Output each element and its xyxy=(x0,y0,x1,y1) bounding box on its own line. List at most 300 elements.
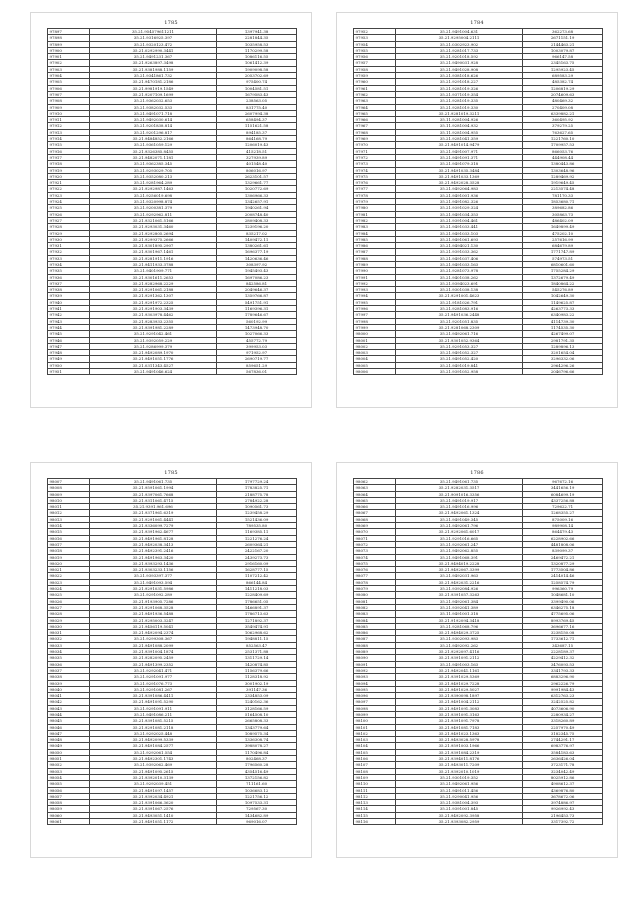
row-id: 98018 xyxy=(48,548,90,554)
value-cell: 1206819.29 xyxy=(523,85,603,91)
row-id: 98063 xyxy=(354,485,396,491)
value-cell: 1783825.71 xyxy=(217,485,297,491)
row-id: 97935 xyxy=(48,268,90,274)
coordinate-cell: 35.21.9292061.247 xyxy=(395,541,522,547)
row-id: 97942 xyxy=(48,312,90,318)
row-id: 97919 xyxy=(48,167,90,173)
value-cell: 4267499.07 xyxy=(523,331,603,337)
value-cell: 3318260.89 xyxy=(523,718,603,724)
value-cell: 1170299.58 xyxy=(217,47,297,53)
value-cell: 1336308.74 xyxy=(217,737,297,743)
row-id: 97931 xyxy=(48,243,90,249)
value-cell: 1311729.14 xyxy=(217,655,297,661)
coordinate-cell: 35.21.9302093.983 xyxy=(395,636,522,642)
coordinate-cell: 35.21.9291081.267 xyxy=(89,686,216,692)
value-cell: 1679583.43 xyxy=(217,91,297,97)
row-id: 97902 xyxy=(48,60,90,66)
coordinate-cell: 35.21.9397061.7668 xyxy=(89,491,216,497)
row-id: 98105 xyxy=(354,749,396,755)
value-cell: 2981791.35 xyxy=(523,337,603,343)
row-id: 97897 xyxy=(48,29,90,35)
row-id: 98025 xyxy=(48,592,90,598)
value-cell: 1020772.69 xyxy=(217,186,297,192)
row-id: 97984 xyxy=(354,230,396,236)
coordinate-cell: 35.21.9393293.1436 xyxy=(89,560,216,566)
row-id: 98074 xyxy=(354,554,396,560)
coordinate-cell: 35.21.9291081.2118 xyxy=(89,724,216,730)
row-id: 97986 xyxy=(354,243,396,249)
coordinate-cell: 35.21.9491081.7183 xyxy=(395,724,522,730)
value-cell: 789535.80 xyxy=(217,523,297,529)
coordinate-cell: 35.21.9200381.379 xyxy=(89,205,216,211)
value-cell: 1342657.91 xyxy=(217,199,297,205)
row-id: 97905 xyxy=(48,79,90,85)
coordinate-cell: 35.21.9193905.7286 xyxy=(89,598,216,604)
row-id: 97947 xyxy=(48,343,90,349)
coordinate-cell: 35.21.9491061.735 xyxy=(395,479,522,485)
coordinate-cell: 35.21.9492061.956 xyxy=(395,781,522,787)
value-cell: 1733612.71 xyxy=(523,636,603,642)
coordinate-cell: 35.21.9492028.3528 xyxy=(395,180,522,186)
coordinate-cell: 35.21.9491052.420 xyxy=(395,356,522,362)
value-cell: 1329661.77 xyxy=(217,180,297,186)
coordinate-cell: 35.21.9492092.262 xyxy=(395,642,522,648)
row-id: 97964 xyxy=(354,104,396,110)
value-cell: 866053.76 xyxy=(523,148,603,154)
row-id: 97927 xyxy=(48,217,90,223)
row-id: 98062 xyxy=(354,479,396,485)
row-id: 98108 xyxy=(354,768,396,774)
value-cell: 1128318.92 xyxy=(217,674,297,680)
value-cell: 763627.65 xyxy=(523,129,603,135)
row-id: 98089 xyxy=(354,649,396,655)
value-cell: 401548.40 xyxy=(217,161,297,167)
value-cell: 3584183.63 xyxy=(523,749,603,755)
coordinate-cell: 35.21.9381018.626 xyxy=(395,73,522,79)
coordinate-cell: 35.21.9456119.5041 xyxy=(89,623,216,629)
value-cell: 6228902.66 xyxy=(523,535,603,541)
value-cell: 1239196.20 xyxy=(217,224,297,230)
coordinate-cell: 35.21.9281019.3211 xyxy=(395,110,522,116)
page-number: 1784 xyxy=(470,20,484,26)
coordinate-cell: 35.21.9320123.472 xyxy=(89,41,216,47)
coordinate-cell: 35.21.9394011.8176 xyxy=(395,756,522,762)
value-cell: 2334853.09 xyxy=(217,693,297,699)
coordinate-cell: 35.21.9491036.2448 xyxy=(395,312,522,318)
row-id: 98008 xyxy=(48,485,90,491)
value-cell: 1473948.70 xyxy=(217,324,297,330)
row-id: 97975 xyxy=(354,173,396,179)
coordinate-cell: 35.21.9492038.3413 xyxy=(89,541,216,547)
coordinate-cell: 35.21.9491963.3420 xyxy=(89,554,216,560)
value-cell: 1796560.28 xyxy=(217,762,297,768)
row-id: 98050 xyxy=(48,749,90,755)
row-id: 98104 xyxy=(354,743,396,749)
coordinate-cell: 35.21.9491037.406 xyxy=(395,255,522,261)
document-page xyxy=(336,12,618,408)
value-cell: 1268355.27 xyxy=(523,510,603,516)
row-id: 98031 xyxy=(48,630,90,636)
coordinate-cell: 35.21.9491052.327 xyxy=(395,350,522,356)
value-cell: 238563.05 xyxy=(217,98,297,104)
coordinate-cell: 35.21.9291031.5986 xyxy=(89,586,216,592)
value-cell: 2228189.37 xyxy=(523,649,603,655)
row-id: 97965 xyxy=(354,110,396,116)
row-id: 98014 xyxy=(48,523,90,529)
coordinate-cell: 35.21.9371961.6319 xyxy=(89,510,216,516)
coordinate-cell: 35.21.9492391.2416 xyxy=(89,548,216,554)
value-cell: 1840864.22 xyxy=(523,280,603,286)
row-id: 98024 xyxy=(48,586,90,592)
value-cell: 971952.97 xyxy=(217,350,297,356)
value-cell: 486402.09 xyxy=(523,217,603,223)
value-cell: 806016.97 xyxy=(217,167,297,173)
value-cell: 391147.36 xyxy=(217,686,297,692)
row-id: 98035 xyxy=(48,655,90,661)
row-id: 98097 xyxy=(354,699,396,705)
value-cell: 711161.60 xyxy=(217,781,297,787)
coordinate-cell: 35.21.9299375.2666 xyxy=(89,236,216,242)
row-id: 98061 xyxy=(48,819,90,825)
row-id: 98022 xyxy=(48,573,90,579)
value-cell: 729622.71 xyxy=(523,504,603,510)
row-id: 97955 xyxy=(354,47,396,53)
coordinate-cell: 35.21.9291016.665 xyxy=(395,535,522,541)
value-cell: 1521436.09 xyxy=(217,516,297,522)
row-id: 97992 xyxy=(354,280,396,286)
coordinate-cell: 35.21.9401909.771 xyxy=(89,268,216,274)
value-cell: 1048681.10 xyxy=(523,592,603,598)
value-cell: 996360.79 xyxy=(523,586,603,592)
value-cell: 270409.08 xyxy=(523,104,603,110)
value-cell: 2439273.73 xyxy=(217,554,297,560)
row-id: 97962 xyxy=(354,91,396,97)
coordinate-cell: 35.21.9591061.1994 xyxy=(89,485,216,491)
row-id: 98030 xyxy=(48,623,90,629)
coordinate-cell: 35.21.9361059.129 xyxy=(89,142,216,148)
coordinate-cell: 35.21.9292097.4116 xyxy=(395,649,522,655)
row-id: 97997 xyxy=(354,312,396,318)
row-id: 98003 xyxy=(354,350,396,356)
value-cell: 1295923.45 xyxy=(523,66,603,72)
row-id: 97982 xyxy=(354,217,396,223)
value-cell: 3476093.53 xyxy=(523,661,603,667)
row-id: 97943 xyxy=(48,318,90,324)
coordinate-cell: 35.21.9391001.845 xyxy=(395,806,522,812)
coordinate-cell: 35.21.9492031.2216 xyxy=(395,579,522,585)
coordinate-cell: 35.21.9491049.345 xyxy=(395,516,522,522)
row-id: 97951 xyxy=(48,369,90,375)
value-cell: 4114739.30 xyxy=(523,318,603,324)
row-id: 98075 xyxy=(354,560,396,566)
row-id: 97903 xyxy=(48,66,90,72)
value-cell: 6339882.21 xyxy=(523,110,603,116)
coordinate-cell: 35.21.9291903.3439 xyxy=(89,306,216,312)
coordinate-cell: 35.21.9492062.855 xyxy=(395,548,522,554)
row-id: 97945 xyxy=(48,331,90,337)
coordinate-cell: 35.21.9391052.958 xyxy=(395,369,522,375)
row-id: 98027 xyxy=(48,604,90,610)
row-id: 98060 xyxy=(48,812,90,818)
coordinate-cell: 35.21.9391004.1874 xyxy=(89,649,216,655)
coordinate-cell: 35.21.9491019.841 xyxy=(395,362,522,368)
coordinate-cell: 35.21.9491082.326 xyxy=(395,199,522,205)
coordinate-cell: 35.21.9391004.461 xyxy=(395,217,522,223)
coordinate-cell: 35.21.9321061.5166 xyxy=(89,217,216,223)
row-id: 98059 xyxy=(48,806,90,812)
row-id: 98004 xyxy=(354,356,396,362)
value-cell: 1789646.67 xyxy=(217,312,297,318)
coordinate-cell: 35.21.9336099.7279 xyxy=(89,523,216,529)
document-page xyxy=(336,462,618,858)
value-cell: 1027066.33 xyxy=(217,331,297,337)
coordinate-cell: 35.21.9391981.2289 xyxy=(89,324,216,330)
value-cell: 343687.15 xyxy=(523,642,603,648)
value-cell: 989908.14 xyxy=(523,523,603,529)
row-id: 97979 xyxy=(354,199,396,205)
value-cell: 2049646.37 xyxy=(217,287,297,293)
row-id: 98088 xyxy=(354,642,396,648)
row-id: 98040 xyxy=(48,686,90,692)
coordinate-cell: 35.21.9491061.693 xyxy=(395,236,522,242)
value-cell: 9991984.43 xyxy=(523,686,603,692)
coordinate-cell: 35.21.9391091.2112 xyxy=(395,655,522,661)
coordinate-cell: 35.21.9291362.1307 xyxy=(89,293,216,299)
row-id: 97932 xyxy=(48,249,90,255)
coordinate-cell: 35.21.9492089.1970 xyxy=(89,350,216,356)
coordinate-cell: 35.21.9494021.130 xyxy=(395,243,522,249)
coordinate-cell: 35.21.9491051.1776 xyxy=(89,356,216,362)
row-id: 97930 xyxy=(48,236,90,242)
row-id: 98017 xyxy=(48,541,90,547)
coordinate-cell: 35.21.9491231.367 xyxy=(89,54,216,60)
row-id: 97908 xyxy=(48,98,90,104)
coordinate-cell: 35.21.9484852.2166 xyxy=(89,136,216,142)
coordinate-cell: 35.21.9392059.229 xyxy=(89,337,216,343)
value-cell: 4263773.33 xyxy=(523,306,603,312)
table-row xyxy=(48,369,297,375)
coordinate-cell: 35.21.9394023.691 xyxy=(395,280,522,286)
value-cell: 8993769.45 xyxy=(523,617,603,623)
coordinate-cell: 35.21.9281911.1916 xyxy=(89,255,216,261)
value-cell: 1035958.53 xyxy=(217,41,297,47)
row-id: 98020 xyxy=(48,560,90,566)
value-cell: 1797729.24 xyxy=(217,479,297,485)
coordinate-cell: 35.21.9281068.796 xyxy=(395,623,522,629)
row-id: 97941 xyxy=(48,306,90,312)
value-cell: 2280934.27 xyxy=(523,711,603,717)
value-cell: 399953.03 xyxy=(217,343,297,349)
value-cell: 1221760.10 xyxy=(523,136,603,142)
coordinate-cell: 35.21.9391081.5215 xyxy=(89,718,216,724)
row-id: 98098 xyxy=(354,705,396,711)
row-id: 97913 xyxy=(48,129,90,135)
value-cell: 360495.92 xyxy=(523,117,603,123)
coordinate-cell: 35.21.0311343.4527 xyxy=(89,362,216,368)
value-cell: 1097533.31 xyxy=(217,800,297,806)
value-cell: 6346275.18 xyxy=(523,604,603,610)
value-cell: 6340983.22 xyxy=(523,312,603,318)
coordinate-cell: 35.21.9470181.2186 xyxy=(89,79,216,85)
value-cell: 1755284.29 xyxy=(523,268,603,274)
row-id: 97985 xyxy=(354,236,396,242)
coordinate-cell: 35.21.9281019.326 xyxy=(395,85,522,91)
coordinate-cell: 35.21.9391033.362 xyxy=(395,249,522,255)
value-cell: 574973.51 xyxy=(523,255,603,261)
row-id: 97920 xyxy=(48,173,90,179)
row-id: 98114 xyxy=(354,806,396,812)
value-cell: 1786713.63 xyxy=(217,611,297,617)
value-cell: 2623101.57 xyxy=(217,173,297,179)
value-cell: 4481808.06 xyxy=(523,541,603,547)
row-id: 98073 xyxy=(354,548,396,554)
value-cell: 3234042.49 xyxy=(523,768,603,774)
row-id: 97912 xyxy=(48,123,90,129)
row-id: 97946 xyxy=(48,337,90,343)
row-id: 97994 xyxy=(354,293,396,299)
coordinate-cell: 35.21.9392010.3139 xyxy=(89,774,216,780)
coordinate-cell: 35.21.9282031.3517 xyxy=(395,485,522,491)
row-id: 98043 xyxy=(48,705,90,711)
row-id: 97909 xyxy=(48,104,90,110)
coordinate-cell: 35.21.9491033.441 xyxy=(395,224,522,230)
coordinate-cell: 35.21.9341861.732 xyxy=(89,73,216,79)
value-cell: 1372156.82 xyxy=(217,774,297,780)
value-cell: 2188775.78 xyxy=(217,491,297,497)
value-cell: 2213574.48 xyxy=(523,186,603,192)
row-id: 97961 xyxy=(354,85,396,91)
coordinate-cell: 35.21.9281019.335 xyxy=(395,98,522,104)
coordinate-cell: 35.21.9291091.977 xyxy=(89,674,216,680)
coordinate-cell: 35.21.9491091.3083 xyxy=(395,705,522,711)
value-cell: 1289896.13 xyxy=(523,343,603,349)
row-id: 98078 xyxy=(354,579,396,585)
value-cell: 1853680.71 xyxy=(523,199,603,205)
row-id: 97956 xyxy=(354,54,396,60)
value-cell: 2257970.49 xyxy=(523,724,603,730)
coordinate-cell: 35.21.9493011.7209 xyxy=(395,762,522,768)
value-cell: 545276.89 xyxy=(523,287,603,293)
page-number: 1786 xyxy=(470,470,484,476)
row-id: 97914 xyxy=(48,136,90,142)
value-cell: 859651.29 xyxy=(217,362,297,368)
value-cell: 1156379.66 xyxy=(217,667,297,673)
coordinate-cell: 35.21.9491035.3484 xyxy=(395,167,522,173)
value-cell: 1169396.31 xyxy=(217,306,297,312)
value-cell: 2607994.38 xyxy=(217,110,297,116)
coordinate-cell: 35.21.9281073.978 xyxy=(395,268,522,274)
row-id: 97983 xyxy=(354,224,396,230)
coordinate-cell: 35.21.9292805.2694 xyxy=(89,230,216,236)
coordinate-cell: 35.21.9292039.451 xyxy=(89,781,216,787)
row-id: 98087 xyxy=(354,636,396,642)
coordinate-cell: 35.21.9492061.716 xyxy=(395,331,522,337)
coordinate-cell: 35.21.9482071.1181 xyxy=(89,154,216,160)
coordinate-cell: 35.21.9201051.835 xyxy=(395,318,522,324)
page-number: 1785 xyxy=(164,470,178,476)
row-id: 98082 xyxy=(354,604,396,610)
coordinate-cell: 35.21.9371019.354 xyxy=(395,91,522,97)
coordinate-cell: 35.21.9301019.352 xyxy=(395,774,522,780)
coordinate-cell: 35.21.9493028.5978 xyxy=(395,737,522,743)
data-table xyxy=(47,478,297,825)
coordinate-cell: 35.21.9281964.289 xyxy=(89,180,216,186)
value-cell: 4229412.32 xyxy=(523,655,603,661)
value-cell: 6883296.90 xyxy=(523,674,603,680)
coordinate-cell: 35.21.9491033.1369 xyxy=(395,173,522,179)
value-cell: 4908612.37 xyxy=(523,781,603,787)
row-id: 97980 xyxy=(354,205,396,211)
row-id: 97939 xyxy=(48,293,90,299)
value-cell: 1303648.96 xyxy=(523,167,603,173)
row-id: 97972 xyxy=(354,154,396,160)
value-cell: 2046796.66 xyxy=(523,369,603,375)
coordinate-cell: 35.21.9292987.1463 xyxy=(89,186,216,192)
coordinate-cell: 35.21.9192094.3418 xyxy=(395,617,522,623)
row-id: 97952 xyxy=(354,29,396,35)
value-cell: 9926992.43 xyxy=(523,806,603,812)
coordinate-cell: 35.21.9491029.7228 xyxy=(395,680,522,686)
row-id: 97910 xyxy=(48,110,90,116)
value-cell: 2916160.09 xyxy=(217,560,297,566)
row-id: 98106 xyxy=(354,756,396,762)
row-id: 98110 xyxy=(354,781,396,787)
value-cell: 1709957.53 xyxy=(523,142,603,148)
value-cell: 1466891.37 xyxy=(217,604,297,610)
coordinate-cell: 35.21.9391086.4411 xyxy=(89,693,216,699)
value-cell: 2784922.28 xyxy=(217,497,297,503)
coordinate-cell: 35.21.9291972.2325 xyxy=(89,299,216,305)
row-id: 98081 xyxy=(354,598,396,604)
row-id: 98001 xyxy=(354,337,396,343)
row-id: 98065 xyxy=(354,497,396,503)
value-cell: 1258574.79 xyxy=(523,579,603,585)
row-id: 97987 xyxy=(354,249,396,255)
value-cell: 2531371.88 xyxy=(217,649,297,655)
value-cell: 1420636.46 xyxy=(217,255,297,261)
value-cell: 2281844.35 xyxy=(217,35,297,41)
coordinate-cell: 35.21.9292041.471 xyxy=(89,667,216,673)
row-id: 98047 xyxy=(48,730,90,736)
row-id: 98071 xyxy=(354,535,396,541)
value-cell: 1343779.64 xyxy=(217,724,297,730)
coordinate-cell: 35.21.9494019.2228 xyxy=(395,560,522,566)
row-id: 97959 xyxy=(354,73,396,79)
coordinate-cell: 35.21.9281017.733 xyxy=(395,47,522,53)
row-id: 97916 xyxy=(48,148,90,154)
value-cell: 1169385.11 xyxy=(217,529,297,535)
value-cell: 866144.84 xyxy=(217,579,297,585)
coordinate-cell: 35.21.9392062.469 xyxy=(89,762,216,768)
value-cell: 967672.16 xyxy=(523,479,603,485)
row-id: 97928 xyxy=(48,224,90,230)
value-cell: 1380261.61 xyxy=(217,243,297,249)
coordinate-cell: 35.21.9311061.4715 xyxy=(89,497,216,503)
coordinate-cell: 35.21.9491097.1457 xyxy=(89,787,216,793)
value-cell: 2345163.75 xyxy=(523,60,603,66)
value-cell: 1420874.85 xyxy=(217,661,297,667)
coordinate-cell: 35.21.9494029.3725 xyxy=(395,630,522,636)
document-page xyxy=(30,12,312,408)
coordinate-cell: 35.21.9290041.956 xyxy=(395,793,522,799)
value-cell: 3001902.19 xyxy=(217,680,297,686)
value-cell: 362273.68 xyxy=(523,29,603,35)
row-id: 98070 xyxy=(354,529,396,535)
coordinate-cell: 35.21.9293029.705 xyxy=(89,167,216,173)
value-cell: 2074609.63 xyxy=(523,91,603,97)
coordinate-cell: 35.21.9390098.1897 xyxy=(395,693,522,699)
coordinate-cell: 35.21.9492031.963 xyxy=(395,573,522,579)
